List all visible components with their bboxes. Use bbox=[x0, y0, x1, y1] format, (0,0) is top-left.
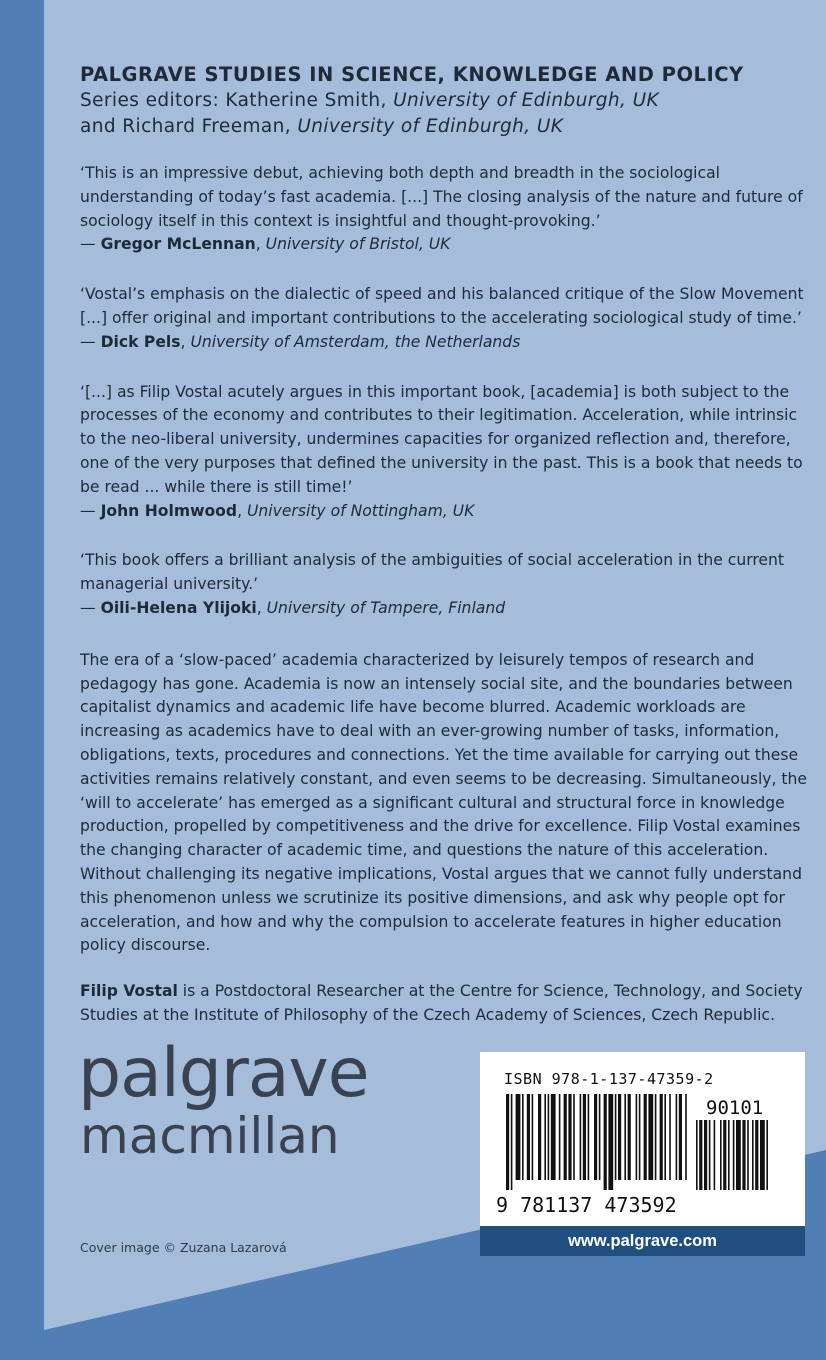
barcode-bar bbox=[568, 1094, 571, 1180]
barcode-box bbox=[480, 1052, 805, 1256]
barcode-bar bbox=[636, 1094, 638, 1180]
barcode-bar bbox=[664, 1094, 666, 1180]
barcode-bar bbox=[516, 1094, 521, 1180]
barcode-bar bbox=[580, 1094, 582, 1180]
barcode-bar bbox=[644, 1094, 647, 1180]
barcode-bar bbox=[639, 1094, 641, 1180]
barcode-bar bbox=[699, 1120, 702, 1190]
barcode-bar bbox=[728, 1120, 730, 1190]
barcode-bar bbox=[733, 1120, 735, 1190]
barcode-bar bbox=[628, 1094, 631, 1180]
endorsement-quote-2 bbox=[80, 283, 810, 354]
barcode-bar bbox=[538, 1094, 541, 1180]
barcode-bar bbox=[615, 1094, 617, 1180]
barcode-bar bbox=[624, 1094, 626, 1180]
barcode-bar bbox=[660, 1094, 663, 1180]
barcode-bar bbox=[723, 1120, 726, 1190]
barcode-bar bbox=[527, 1094, 530, 1180]
barcode-bar bbox=[594, 1094, 597, 1180]
barcode-bar bbox=[720, 1120, 722, 1190]
barcode-bar bbox=[608, 1094, 613, 1190]
barcode-bar bbox=[511, 1094, 513, 1190]
barcode-bar bbox=[752, 1120, 754, 1190]
quote-attribution: — John Holmwood, University of Nottingham, UK bbox=[80, 501, 475, 520]
series-title: PALGRAVE STUDIES IN SCIENCE, KNOWLEDGE AND POLICY bbox=[80, 63, 744, 86]
barcode-graphic bbox=[496, 1094, 791, 1222]
barcode-bar bbox=[559, 1094, 561, 1180]
quote-text: ‘[...] as Filip Vostal acutely argues in this important book, [academia] is both subject to the processes of the economy and contributes to their legitimation. Acceleration, while intrinsic to the neo-liberal university, undermines capacities for organized reflection and, therefore, one of the very purposes that defined the university in the past. This is a book that needs to be read ... while there is still time!’ bbox=[80, 382, 803, 496]
logo-line-2: macmillan bbox=[80, 1107, 340, 1165]
author-bio: Filip Vostal is a Postdoctoral Researcher at the Centre for Science, Technology, and Society Studies at the Institute of Philosophy of the Czech Academy of Sciences, Czech Republic. bbox=[80, 982, 803, 1024]
barcode-bar bbox=[506, 1094, 509, 1190]
barcode-bar bbox=[564, 1094, 567, 1180]
publisher-url[interactable]: www.palgrave.com bbox=[480, 1226, 805, 1256]
barcode-bar bbox=[655, 1094, 657, 1180]
barcode-bar bbox=[714, 1120, 716, 1190]
barcode-bar bbox=[669, 1094, 671, 1180]
back-cover-text bbox=[80, 62, 810, 1028]
barcode-bar bbox=[573, 1094, 575, 1180]
barcode-bar bbox=[747, 1120, 749, 1190]
barcode-bar bbox=[709, 1120, 711, 1190]
barcode-addon-digits: 90101 bbox=[706, 1097, 764, 1119]
endorsement-quote-3 bbox=[80, 381, 810, 524]
barcode-bar bbox=[679, 1094, 682, 1180]
barcode-bar bbox=[588, 1094, 590, 1180]
quote-text: ‘This book offers a brilliant analysis of the ambiguities of social acceleration in the current managerial university.’ bbox=[80, 551, 785, 594]
quote-attribution: — Oili-Helena Ylijoki, University of Tampere, Finland bbox=[80, 598, 506, 617]
quote-text: ‘This is an impressive debut, achieving both depth and breadth in the sociological understanding of today’s fast academia. [...] The closing analysis of the nature and future of sociology itself in this context is insightful and thought-provoking.’ bbox=[80, 164, 803, 230]
barcode-bar bbox=[599, 1094, 601, 1180]
barcode-bar bbox=[736, 1120, 741, 1190]
barcode-bar bbox=[685, 1094, 687, 1180]
barcode-bar bbox=[755, 1120, 758, 1190]
barcode-bar bbox=[551, 1094, 556, 1180]
barcode-digits: 9 781137 473592 bbox=[496, 1193, 677, 1217]
series-editors: Series editors: Katherine Smith, University of Edinburgh, UK and Richard Freeman, University of Edinburgh, UK bbox=[80, 90, 660, 137]
barcode-bar bbox=[742, 1120, 745, 1190]
barcode-bar bbox=[648, 1094, 653, 1180]
barcode-bar bbox=[696, 1120, 698, 1190]
publisher-logo bbox=[78, 1034, 369, 1165]
quote-attribution: — Gregor McLennan, University of Bristol, UK bbox=[80, 235, 451, 254]
barcode-bar bbox=[583, 1094, 586, 1180]
barcode-bar bbox=[704, 1120, 707, 1190]
endorsement-quote-4 bbox=[80, 549, 810, 620]
quote-attribution: — Dick Pels, University of Amsterdam, the Netherlands bbox=[80, 332, 521, 351]
logo-line-1: palgrave bbox=[78, 1034, 369, 1113]
barcode-bar bbox=[522, 1094, 524, 1180]
barcode-bar bbox=[532, 1094, 534, 1180]
endorsement-quote-1 bbox=[80, 162, 810, 257]
cover-image-credit: Cover image © Zuzana Lazarová bbox=[80, 1240, 287, 1255]
barcode-bar bbox=[548, 1094, 550, 1180]
book-description: The era of a ‘slow-paced’ academia characterized by leisurely tempos of research and pedagogy has gone. Academia is now an intensely social site, and the boundaries between capitalist dynamics and academic life have become blurred. Academic workloads are increasing as academics have to deal with an ever-growing number of tasks, information, obligations, texts, procedures and connections. Yet the time available for carrying out these activities remains relatively constant, and even seems to be decreasing. Simultaneously, the ‘will to accelerate’ has emerged as a significant cultural and structural force in knowledge production, propelled by competitiveness and the drive for excellence. Filip Vostal examines the changing character of academic time, and questions the nature of this acceleration. Without challenging its negative implications, Vostal argues that we cannot fully understand this phenomenon unless we scrutinize its positive dimensions, and ask why people opt for acceleration, and how and why the compulsion to accelerate features in higher education policy discourse. bbox=[80, 650, 808, 955]
barcode-bar bbox=[604, 1094, 607, 1190]
barcode-bar bbox=[676, 1094, 678, 1180]
barcode-bar bbox=[766, 1120, 768, 1190]
barcode-bar bbox=[760, 1120, 765, 1190]
quote-text: ‘Vostal’s emphasis on the dialectic of speed and his balanced critique of the Slow Movement [...] offer original and important contributions to the accelerating sociological study of time.’ bbox=[80, 285, 804, 327]
author-name: Filip Vostal bbox=[80, 982, 178, 1001]
barcode-bar bbox=[618, 1094, 621, 1180]
isbn-label: ISBN 978-1-137-47359-2 bbox=[504, 1070, 714, 1088]
barcode-bar bbox=[544, 1094, 546, 1180]
